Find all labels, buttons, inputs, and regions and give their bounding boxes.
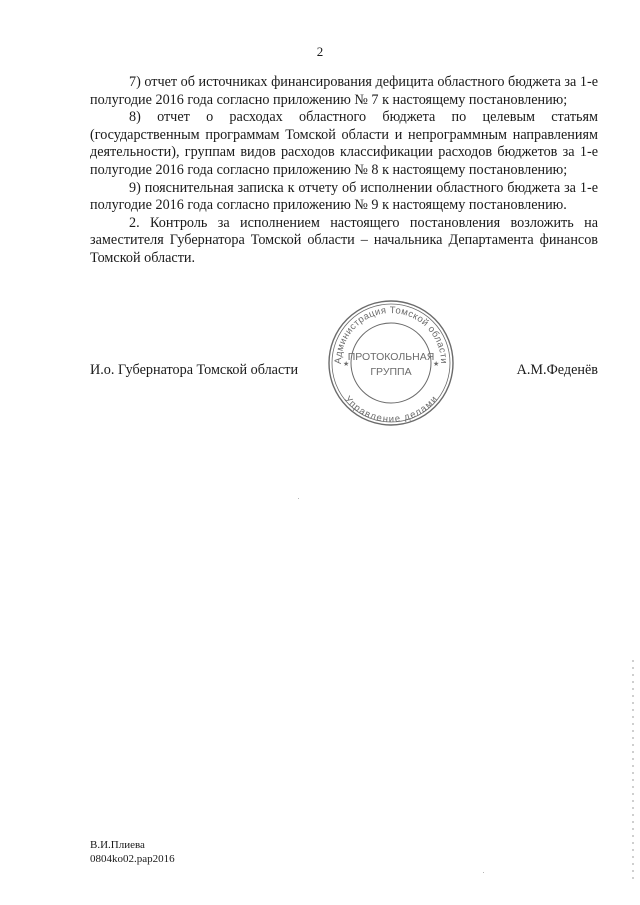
footer-file-code: 0804ko02.pap2016: [90, 853, 175, 865]
scan-speck: [298, 498, 299, 499]
paragraph-item-8: 8) отчет о расходах областного бюджета по целевым статьям (государственным программам Томской области и непрограммным направлениям деятельности), группам видов расходов классификации расходов бюджетов за 1-е полугодие 2016 года согласно приложению № 8 к настоящему постановлению;: [90, 109, 598, 178]
footer-author: В.И.Плиева: [90, 839, 145, 851]
stamp-ring-bottom-text: Управление делами: [341, 393, 441, 426]
stamp-ring-top-text: Администрация Томской области: [332, 304, 450, 365]
page-number: 2: [316, 44, 324, 59]
svg-text:Управление делами: [342, 394, 440, 425]
scan-edge-marks: [632, 660, 634, 880]
stamp-star-left-icon: ★: [343, 361, 350, 368]
stamp-star-right-icon: ★: [433, 361, 440, 368]
scan-speck: [483, 872, 484, 873]
stamp-center-line-2: ГРУППА: [370, 366, 412, 378]
signer-title: И.о. Губернатора Томской области: [90, 362, 299, 378]
stamp-seal-icon: [326, 298, 456, 428]
official-stamp: [326, 298, 456, 428]
stamp-center-line-1: ПРОТОКОЛЬНАЯ: [347, 351, 435, 363]
paragraph-control-clause: 2. Контроль за исполнением настоящего постановления возложить на заместителя Губернатора Томской области – начальника Департамента финансов Томской области.: [90, 214, 598, 266]
signer-name: А.М.Феденёв: [516, 362, 598, 378]
footer: [90, 838, 175, 866]
paragraph-item-7: 7) отчет об источниках финансирования дефицита областного бюджета за 1-е полугодие 2016 года согласно приложению № 7 к настоящему постановлению;: [90, 74, 598, 108]
document-body: [90, 74, 598, 268]
paragraph-item-9: 9) пояснительная записка к отчету об исполнении областного бюджета за 1-е полугодие 2016 года согласно приложению № 9 к настоящему постановлению.: [90, 179, 598, 214]
